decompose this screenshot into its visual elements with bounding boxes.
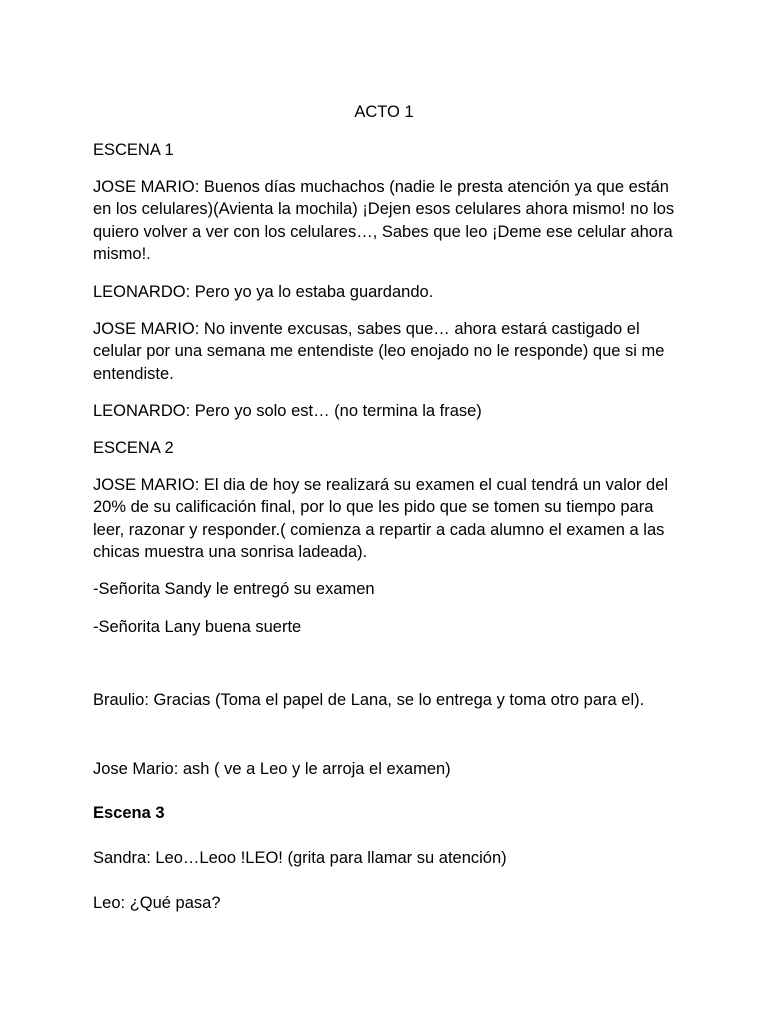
dialogue-paragraph: Jose Mario: ash ( ve a Leo y le arroja el examen) xyxy=(93,760,451,778)
scene-heading: ESCENA 1 xyxy=(93,141,174,159)
dialogue-paragraph: JOSE MARIO: No invente excusas, sabes que… ahora estará castigado el celular por una semana me entendiste (leo enojado no le responde) que si me entendiste. xyxy=(93,320,665,383)
dialogue-paragraph: -Señorita Sandy le entregó su examen xyxy=(93,580,375,598)
dialogue-paragraph: Leo: ¿Qué pasa? xyxy=(93,894,221,912)
scene-heading: ESCENA 2 xyxy=(93,439,174,457)
dialogue-paragraph: LEONARDO: Pero yo ya lo estaba guardando. xyxy=(93,283,434,301)
dialogue-paragraph: Braulio: Gracias (Toma el papel de Lana, se lo entrega y toma otro para el). xyxy=(93,691,645,709)
dialogue-paragraph: LEONARDO: Pero yo solo est… (no termina la frase) xyxy=(93,402,482,420)
dialogue-paragraph: JOSE MARIO: Buenos días muchachos (nadie le presta atención ya que están en los celulares)(Avienta la mochila) ¡Dejen esos celulares ahora mismo! no los quiero volver a ver con los celulares…, Sabes que leo ¡Deme ese celular ahora mismo!. xyxy=(93,178,675,264)
scene-heading: Escena 3 xyxy=(93,804,165,822)
dialogue-paragraph: -Señorita Lany buena suerte xyxy=(93,618,302,636)
dialogue-paragraph: Sandra: Leo…Leoo !LEO! (grita para llamar su atención) xyxy=(93,849,507,867)
act-title: ACTO 1 xyxy=(354,103,414,121)
dialogue-paragraph: JOSE MARIO: El dia de hoy se realizará su examen el cual tendrá un valor del 20% de su calificación final, por lo que les pido que se tomen su tiempo para leer, razonar y responder.( comienza a repartir a cada alumno el examen a las chicas muestra una sonrisa ladeada). xyxy=(93,476,669,562)
